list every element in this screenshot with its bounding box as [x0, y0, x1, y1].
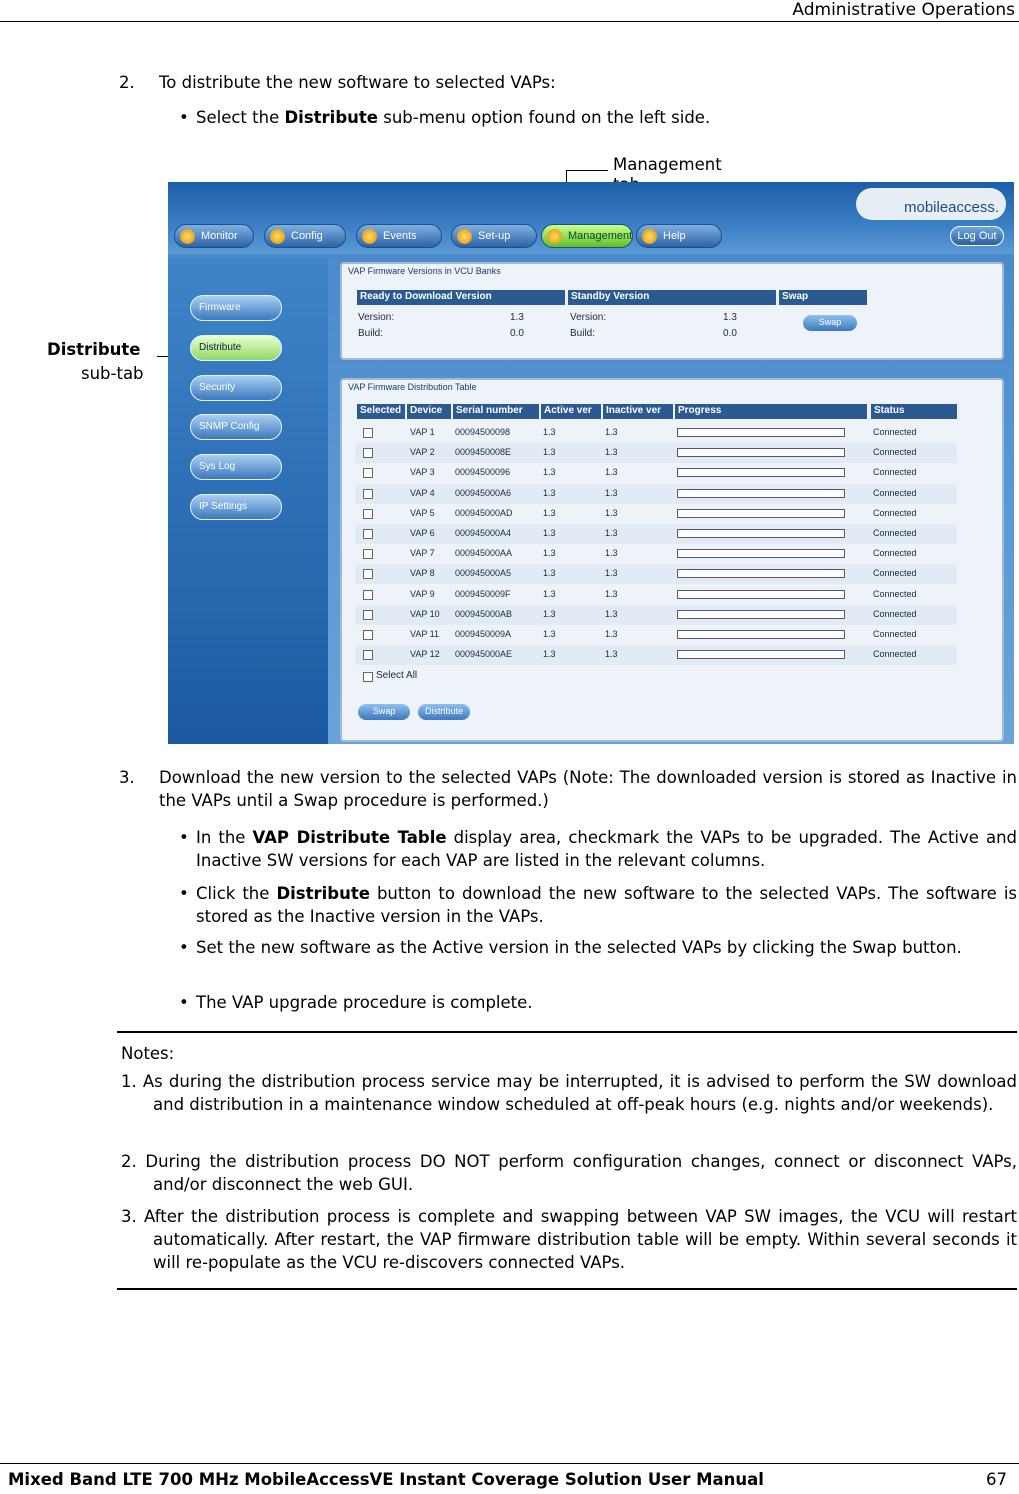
serial-cell: 0009450009F	[455, 588, 511, 599]
active-ver-cell: 1.3	[543, 588, 556, 599]
progress-bar	[677, 509, 845, 518]
monitor-icon	[180, 229, 195, 244]
table-row	[355, 544, 957, 564]
progress-bar	[677, 529, 845, 538]
col-active-ver: Active ver	[541, 404, 601, 419]
nav-management[interactable]: Management	[541, 224, 633, 248]
select-all-checkbox[interactable]	[363, 672, 373, 682]
serial-cell: 000945000A5	[455, 568, 512, 579]
device-cell: VAP 6	[410, 528, 435, 538]
events-icon	[362, 229, 377, 244]
step-3-bullet-1: • In the VAP Distribute Table display area, checkmark the VAPs to be upgraded. The Active and Inactive SW versions for each VAP are listed in the relevant columns.	[196, 826, 1017, 872]
col-progress: Progress	[675, 404, 867, 419]
table-row	[355, 484, 957, 504]
side-menu	[168, 258, 328, 744]
nav-monitor[interactable]: Monitor	[174, 224, 254, 248]
device-cell: VAP 11	[410, 629, 440, 639]
progress-bar	[677, 448, 845, 457]
row-checkbox[interactable]	[363, 489, 373, 499]
serial-cell: 0009450008E	[455, 447, 512, 458]
serial-cell: 000945000AA	[455, 548, 513, 559]
row-checkbox[interactable]	[363, 630, 373, 640]
select-all-label: Select All	[376, 670, 418, 681]
row-checkbox[interactable]	[363, 549, 373, 559]
status-cell: Connected	[873, 528, 917, 538]
swap-header: Swap	[779, 290, 867, 305]
row-checkbox[interactable]	[363, 468, 373, 478]
firmware-versions-panel	[340, 262, 1004, 360]
active-ver-cell: 1.3	[543, 467, 556, 478]
sub-tab-firmware[interactable]: Firmware	[190, 295, 282, 321]
inactive-ver-cell: 1.3	[605, 427, 618, 437]
row-checkbox[interactable]	[363, 590, 373, 600]
note-3: 3. After the distribution process is complete and swapping between VAP SW images, the VCU will restart automatically. After restart, the VAP firmware distribution table will be empty. Within several seconds it will re-populate as the VCU re-discovers connected VAPs.	[121, 1207, 1017, 1272]
step-3-number: 3.	[119, 768, 135, 787]
step-2-bullet: • Select the Distribute sub-menu option found on the left side.	[196, 106, 710, 129]
wrench-icon	[270, 229, 285, 244]
table-row	[355, 625, 957, 645]
table-row	[355, 605, 957, 625]
active-ver-cell: 1.3	[543, 427, 556, 437]
inactive-ver-cell: 1.3	[605, 528, 618, 538]
row-checkbox[interactable]	[363, 448, 373, 458]
standby-build-label: Build:	[570, 328, 596, 339]
row-checkbox[interactable]	[363, 529, 373, 539]
progress-bar	[677, 549, 845, 558]
ready-build-label: Build:	[358, 328, 384, 339]
table-row	[355, 443, 957, 463]
step-3-bullet-2: • Click the Distribute button to download the new software to the selected VAPs. The software is stored as the Inactive version in the VAPs.	[196, 882, 1017, 928]
progress-bar	[677, 489, 845, 498]
progress-bar	[677, 610, 845, 619]
standby-header: Standby Version	[568, 290, 776, 305]
status-cell: Connected	[873, 548, 917, 559]
row-checkbox[interactable]	[363, 610, 373, 620]
inactive-ver-cell: 1.3	[605, 447, 618, 458]
page-footer	[0, 1463, 1019, 1494]
status-cell: Connected	[873, 447, 917, 458]
ready-version-value: 1.3	[510, 312, 524, 323]
page-header	[0, 0, 1019, 22]
col-inactive-ver: Inactive ver	[603, 404, 673, 419]
distribute-callout-bold: Distribute	[47, 340, 141, 359]
table-row	[355, 504, 957, 524]
standby-build-value: 0.0	[723, 328, 737, 339]
inactive-ver-cell: 1.3	[605, 467, 618, 478]
step-3-bullet-4: • The VAP upgrade procedure is complete.	[196, 991, 533, 1014]
device-cell: VAP 10	[410, 608, 440, 619]
table-panel-title: VAP Firmware Distribution Table	[348, 382, 477, 392]
col-selected: Selected	[357, 404, 405, 419]
progress-bar	[677, 569, 845, 578]
active-ver-cell: 1.3	[543, 649, 556, 660]
inactive-ver-cell: 1.3	[605, 548, 618, 559]
ready-build-value: 0.0	[510, 328, 524, 339]
progress-bar	[677, 630, 845, 639]
status-cell: Connected	[873, 427, 917, 437]
row-checkbox[interactable]	[363, 428, 373, 438]
logout-button[interactable]: Log Out	[950, 226, 1004, 246]
table-row	[355, 645, 957, 665]
distribute-callout-rest: sub-tab	[81, 364, 144, 383]
device-cell: VAP 8	[410, 568, 435, 579]
section-title: Administrative Operations	[792, 0, 1015, 20]
status-cell: Connected	[873, 467, 917, 478]
nav-events[interactable]: Events	[356, 224, 442, 248]
device-cell: VAP 5	[410, 507, 435, 518]
status-cell: Connected	[873, 608, 917, 619]
active-ver-cell: 1.3	[543, 629, 556, 639]
inactive-ver-cell: 1.3	[605, 588, 618, 599]
status-cell: Connected	[873, 568, 917, 579]
swap-bank-button[interactable]: Swap	[803, 315, 857, 331]
sub-tab-snmp-config[interactable]: SNMP Config	[190, 414, 282, 440]
ready-header: Ready to Download Version	[357, 290, 565, 305]
progress-bar	[677, 428, 845, 437]
standby-version-label: Version:	[570, 312, 607, 323]
ready-version-label: Version:	[358, 312, 395, 323]
status-cell: Connected	[873, 487, 917, 498]
distribute-button[interactable]: Distribute	[418, 704, 470, 720]
status-cell: Connected	[873, 629, 917, 639]
progress-bar	[677, 590, 845, 599]
inactive-ver-cell: 1.3	[605, 608, 618, 619]
device-cell: VAP 4	[410, 487, 435, 498]
notes-title: Notes:	[121, 1044, 175, 1063]
row-checkbox[interactable]	[363, 509, 373, 519]
nav-config[interactable]: Config	[264, 224, 346, 248]
serial-cell: 00094500098	[455, 427, 511, 437]
serial-cell: 000945000AE	[455, 649, 513, 660]
nav-setup[interactable]: Set-up	[451, 224, 537, 248]
active-ver-cell: 1.3	[543, 608, 556, 619]
note-2: 2. During the distribution process DO NOT perform configuration changes, connect or disconnect VAPs, and/or disconnect the web GUI.	[121, 1152, 1017, 1194]
status-cell: Connected	[873, 649, 917, 660]
versions-panel-title: VAP Firmware Versions in VCU Banks	[348, 266, 501, 276]
setup-icon	[457, 229, 472, 244]
swap-button[interactable]: Swap	[358, 704, 410, 720]
manual-title: Mixed Band LTE 700 MHz MobileAccessVE Instant Coverage Solution User Manual	[8, 1470, 764, 1489]
serial-cell: 000945000AD	[455, 507, 513, 518]
table-row	[355, 423, 957, 443]
inactive-ver-cell: 1.3	[605, 487, 618, 498]
management-tab-callout: Management	[613, 155, 722, 174]
active-ver-cell: 1.3	[543, 507, 556, 518]
serial-cell: 00094500096	[455, 467, 511, 478]
management-icon	[547, 229, 562, 244]
serial-cell: 000945000A6	[455, 487, 512, 498]
nav-help[interactable]: Help	[636, 224, 722, 248]
step-3-text: Download the new version to the selected VAPs (Note: The downloaded version is stored as Inactive in the VAPs until a Swap procedure is performed.)	[159, 768, 1017, 810]
step-2-number: 2.	[119, 73, 135, 92]
status-cell: Connected	[873, 507, 917, 518]
table-row	[355, 564, 957, 584]
device-cell: VAP 9	[410, 588, 435, 599]
inactive-ver-cell: 1.3	[605, 568, 618, 579]
col-status: Status	[871, 404, 957, 419]
row-checkbox[interactable]	[363, 569, 373, 579]
management-callout-line	[566, 170, 608, 171]
device-cell: VAP 2	[410, 447, 435, 458]
inactive-ver-cell: 1.3	[605, 507, 618, 518]
sub-tab-sys-log[interactable]: Sys Log	[190, 454, 282, 480]
serial-cell: 0009450009A	[455, 629, 512, 639]
sub-tab-ip-settings[interactable]: IP Settings	[190, 494, 282, 520]
inactive-ver-cell: 1.3	[605, 649, 618, 660]
inactive-ver-cell: 1.3	[605, 629, 618, 639]
active-ver-cell: 1.3	[543, 487, 556, 498]
note-1: 1. As during the distribution process service may be interrupted, it is advised to perform the SW download and distribution in a maintenance window scheduled at off-peak hours (e.g. nights and/or weekends).	[121, 1072, 1017, 1114]
sub-tab-security[interactable]: Security	[190, 375, 282, 401]
step-3-bullet-3: • Set the new software as the Active version in the selected VAPs by clicking the Swap button.	[196, 936, 1017, 959]
active-ver-cell: 1.3	[543, 548, 556, 559]
top-bar	[168, 182, 1014, 254]
active-ver-cell: 1.3	[543, 447, 556, 458]
standby-version-value: 1.3	[723, 312, 737, 323]
sub-tab-distribute[interactable]: Distribute	[190, 335, 282, 361]
page-number: 67	[986, 1470, 1007, 1489]
row-checkbox[interactable]	[363, 650, 373, 660]
serial-cell: 000945000A4	[455, 528, 512, 538]
status-cell: Connected	[873, 588, 917, 599]
device-cell: VAP 7	[410, 548, 435, 559]
serial-cell: 000945000AB	[455, 608, 513, 619]
col-serial: Serial number	[453, 404, 539, 419]
table-row	[355, 585, 957, 605]
table-row	[355, 524, 957, 544]
col-device: Device	[407, 404, 451, 419]
device-cell: VAP 1	[410, 427, 435, 437]
step-2-text: To distribute the new software to selected VAPs:	[159, 73, 556, 92]
device-cell: VAP 12	[410, 649, 440, 660]
active-ver-cell: 1.3	[543, 568, 556, 579]
help-icon	[642, 229, 657, 244]
active-ver-cell: 1.3	[543, 528, 556, 538]
mobileaccess-logo: mobileaccess.	[856, 188, 1006, 220]
table-row	[355, 463, 957, 483]
notes-box	[117, 1031, 1017, 1290]
management-screenshot	[168, 182, 1014, 744]
progress-bar	[677, 650, 845, 659]
device-cell: VAP 3	[410, 467, 435, 478]
progress-bar	[677, 468, 845, 477]
